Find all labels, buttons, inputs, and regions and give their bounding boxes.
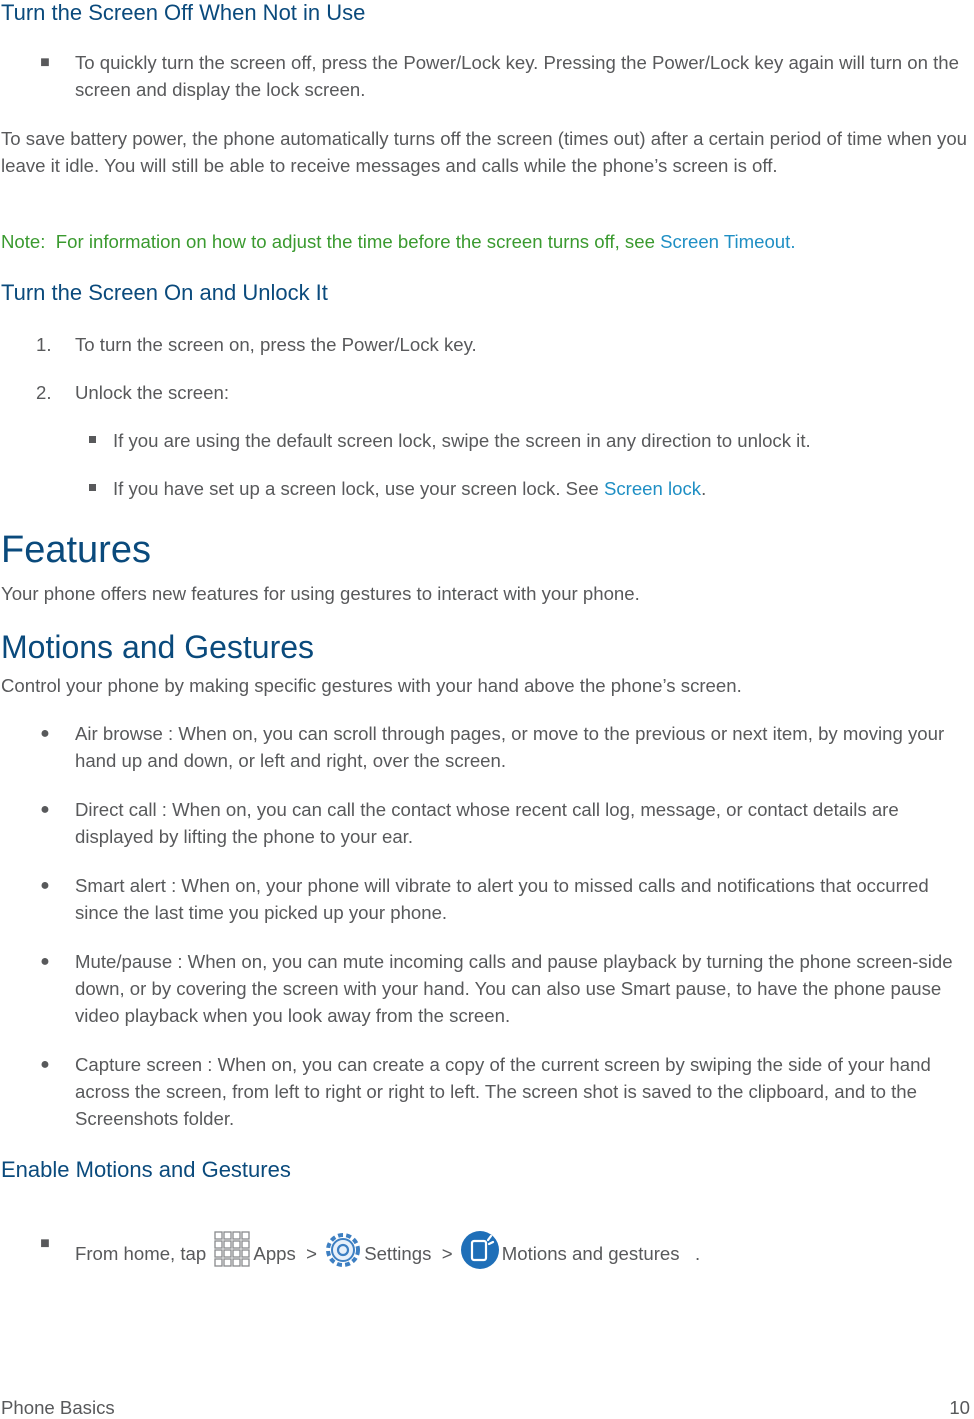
bullet-marker: ● [40,725,50,742]
sub-step-screen-lock [113,475,968,502]
footer-section: Phone Basics [1,1397,115,1418]
sub-step-text: If you have set up a screen lock, use your screen lock. See [113,478,599,499]
note-text: For information on how to adjust the time before the screen turns off, see [55,231,655,252]
screen-lock-link[interactable]: Screen lock [603,478,702,499]
features-heading: Features [1,529,151,571]
footer-page-number: 10 [949,1397,970,1418]
screen-off-bullet: To quickly turn the screen off, press the Power/Lock key. Pressing the Power/Lock key again will turn on the screen and display the lock screen. [75,52,959,100]
sub-step-default-lock: If you are using the default screen lock, swipe the screen in any direction to unlock it. [113,430,811,451]
motions-label: Motions and gestures [501,1243,680,1264]
section-heading-screen-off: Turn the Screen Off When Not in Use [1,0,366,25]
sub-bullet-marker [87,427,99,454]
motions-gestures-icon [460,1230,500,1277]
bullet-marker: ● [40,877,50,894]
features-intro: Your phone offers new features for using gestures to interact with your phone. [1,583,640,604]
enable-prefix: From home, tap [75,1243,207,1264]
apps-label: Apps [253,1243,296,1264]
bullet-marker: ● [40,953,50,970]
gesture-air-browse: Air browse : When on, you can scroll through pages, or move to the previous or next item, by moving your hand up and down, or left and right, over the screen. [75,723,945,771]
section-heading-screen-on: Turn the Screen On and Unlock It [1,280,328,305]
sub-bullet-marker [87,475,99,502]
note-label: Note: [1,231,46,252]
bullet-marker: ● [40,801,50,818]
apps-grid-icon [213,1230,251,1277]
motions-heading: Motions and Gestures [1,629,315,665]
enable-instructions [75,1230,968,1277]
gesture-mute-pause: Mute/pause : When on, you can mute incoming calls and pause playback by turning the phone screen-side down, or by covering the screen with your hand. You can also use Smart pause, to have the phone pause video playback when you look away from the screen. [75,951,953,1026]
motions-intro: Control your phone by making specific gestures with your hand above the phone’s screen. [1,675,742,696]
note-end: . [790,231,796,252]
step-number: 1. [36,334,52,355]
enable-heading: Enable Motions and Gestures [1,1157,291,1182]
gesture-smart-alert: Smart alert : When on, your phone will vibrate to alert you to missed calls and notifications that occurred since the last time you picked up your phone. [75,875,929,923]
gesture-capture-screen: Capture screen : When on, you can create a copy of the current screen by swiping the side of your hand across the screen, from left to right or right to left. The screen shot is saved to the clipboard, and to the Screenshots folder. [75,1054,931,1129]
battery-paragraph: To save battery power, the phone automatically turns off the screen (times out) after a certain period of time when you leave it idle. You will still be able to receive messages and calls while the phone’s screen is off. [1,128,968,176]
settings-gear-icon [324,1230,362,1277]
step-number: 2. [36,382,52,403]
enable-end: . [695,1243,701,1264]
sub-step-end: . [701,478,707,499]
screen-timeout-link[interactable]: Screen Timeout [660,231,791,252]
settings-label: Settings [364,1243,432,1264]
bullet-marker: ■ [40,1235,50,1252]
separator: > [306,1243,318,1264]
separator: > [441,1243,453,1264]
bullet-marker: ● [40,1056,50,1073]
step-1: To turn the screen on, press the Power/Lock key. [75,334,477,355]
bullet-marker: ■ [40,54,50,71]
gesture-direct-call: Direct call : When on, you can call the contact whose recent call log, message, or contact details are displayed by lifting the phone to your ear. [75,799,899,847]
note [1,228,796,255]
step-2: Unlock the screen: [75,382,229,403]
